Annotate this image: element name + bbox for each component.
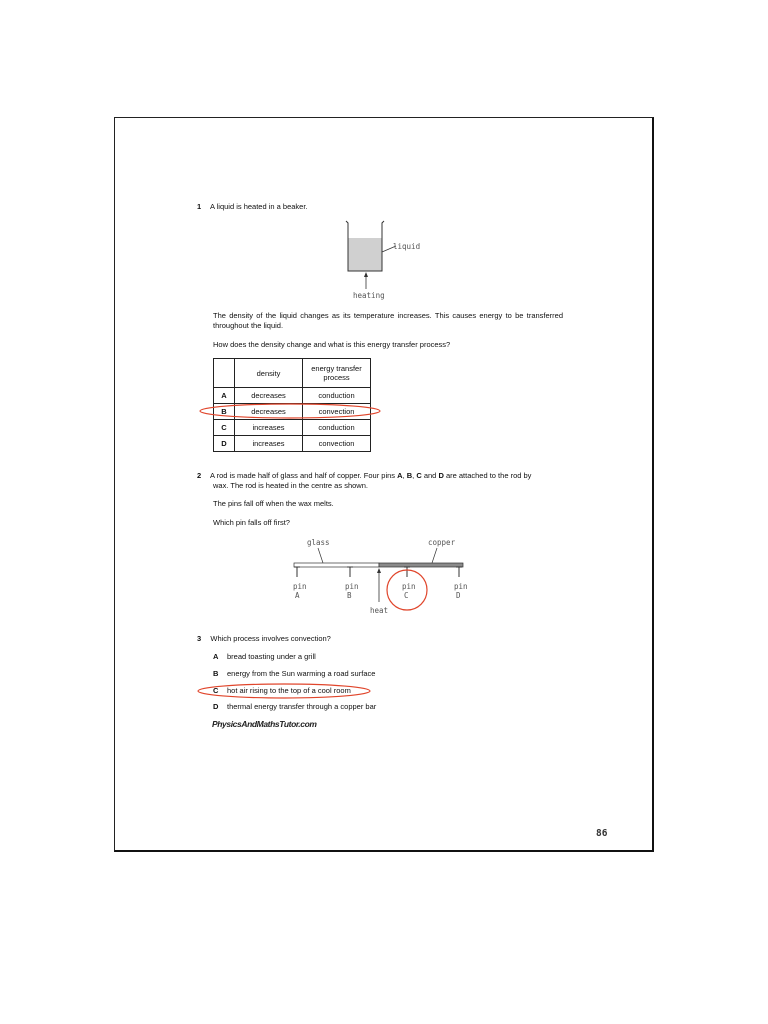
pin-c-word: pin — [402, 582, 416, 591]
q3-answer-ellipse — [196, 681, 374, 701]
option-letter: B — [213, 669, 219, 678]
glass-label: glass — [307, 538, 330, 547]
density-cell: increases — [235, 436, 303, 452]
rod-diagram — [280, 533, 480, 618]
page-number: 86 — [596, 828, 608, 839]
option-letter: D — [214, 436, 235, 452]
liquid-label: liquid — [393, 242, 421, 251]
pin-c-letter: C — [404, 591, 409, 600]
q2-pin-d: D — [438, 471, 444, 480]
copper-half — [379, 563, 463, 567]
option-text: bread toasting under a grill — [227, 652, 316, 661]
copper-label: copper — [428, 538, 456, 547]
pin-d-shape — [456, 567, 462, 577]
pin-b-letter: B — [347, 591, 352, 600]
q1-table-header-process — [303, 359, 371, 388]
table-row — [214, 436, 371, 452]
list-item — [213, 702, 376, 712]
copper-leader-line — [432, 548, 437, 563]
q1-answer-ellipse — [198, 401, 388, 421]
density-cell: increases — [235, 420, 303, 436]
answer-ellipse-c — [198, 684, 370, 698]
pin-b-word: pin — [345, 582, 359, 591]
option-letter: C — [213, 686, 219, 695]
q1-table-header-density: density — [235, 359, 303, 388]
option-letter: D — [213, 702, 219, 711]
q2-stem-pre: A rod is made half of glass and half of copper. Four pins — [209, 471, 398, 480]
pin-b-shape — [347, 567, 353, 577]
q1-table-header-process-line1: energy transfer — [311, 364, 362, 373]
q2-pin-a: A — [397, 471, 403, 480]
heat-arrowhead — [377, 568, 381, 573]
pin-a-shape — [294, 567, 300, 577]
q1-number: 1 — [197, 202, 202, 211]
q2-question: Which pin falls off first? — [213, 518, 290, 527]
option-text: energy from the Sun warming a road surface — [227, 669, 376, 678]
answer-ellipse-b — [200, 404, 380, 418]
q1-question: How does the density change and what is this energy transfer process? — [213, 340, 451, 349]
q2-and: and — [421, 471, 439, 480]
q2-stem-line-2: wax. The rod is heated in the centre as shown. — [213, 481, 368, 490]
glass-half — [294, 563, 379, 567]
q2-pin-b: B — [406, 471, 413, 480]
list-item — [213, 669, 375, 679]
option-letter: A — [214, 388, 235, 404]
q2-sep-2: , — [412, 471, 417, 480]
q2-stem-line — [197, 471, 577, 481]
q1-table-header-process-line2: process — [323, 373, 350, 382]
q1-stem: A liquid is heated in a beaker. — [209, 202, 308, 211]
source-watermark: PhysicsAndMathsTutor.com — [212, 719, 317, 729]
heating-arrowhead — [364, 272, 368, 277]
beaker-diagram — [330, 215, 440, 305]
q1-paragraph: The density of the liquid changes as its temperature increases. This causes energy to be transferred throughout the liquid. — [213, 311, 563, 330]
liquid-fill — [348, 238, 382, 271]
q2-stem-post: are attached to the rod by — [443, 471, 532, 480]
option-letter: C — [214, 420, 235, 436]
q2-pin-c: C — [416, 471, 422, 480]
list-item — [213, 652, 316, 662]
option-text: hot air rising to the top of a cool room — [227, 686, 351, 695]
heating-label: heating — [353, 291, 385, 300]
pin-a-word: pin — [293, 582, 307, 591]
option-letter: A — [213, 652, 219, 661]
q1-stem-line — [197, 202, 308, 212]
pin-c-shape — [404, 567, 410, 577]
q2-sep-1: , — [402, 471, 407, 480]
pin-d-word: pin — [454, 582, 468, 591]
q3-stem-line — [197, 634, 331, 644]
heat-label: heat — [370, 606, 389, 615]
q3-number: 3 — [197, 634, 202, 643]
glass-leader-line — [318, 548, 323, 563]
process-cell: conduction — [303, 420, 371, 436]
q2-number: 2 — [197, 471, 202, 480]
density-cell: decreases — [235, 404, 303, 420]
pin-a-letter: A — [295, 591, 300, 600]
q3-question: Which process involves convection? — [210, 634, 331, 643]
density-cell: decreases — [235, 388, 303, 404]
process-cell: conduction — [303, 388, 371, 404]
process-cell: convection — [303, 436, 371, 452]
q2-line2: The pins fall off when the wax melts. — [213, 499, 334, 508]
option-letter: B — [214, 404, 235, 420]
option-text: thermal energy transfer through a copper bar — [227, 702, 377, 711]
pin-d-letter: D — [456, 591, 461, 600]
q1-table-header-empty — [214, 359, 235, 388]
table-row — [214, 420, 371, 436]
q1-table-header-row — [214, 359, 371, 388]
process-cell: convection — [303, 404, 371, 420]
